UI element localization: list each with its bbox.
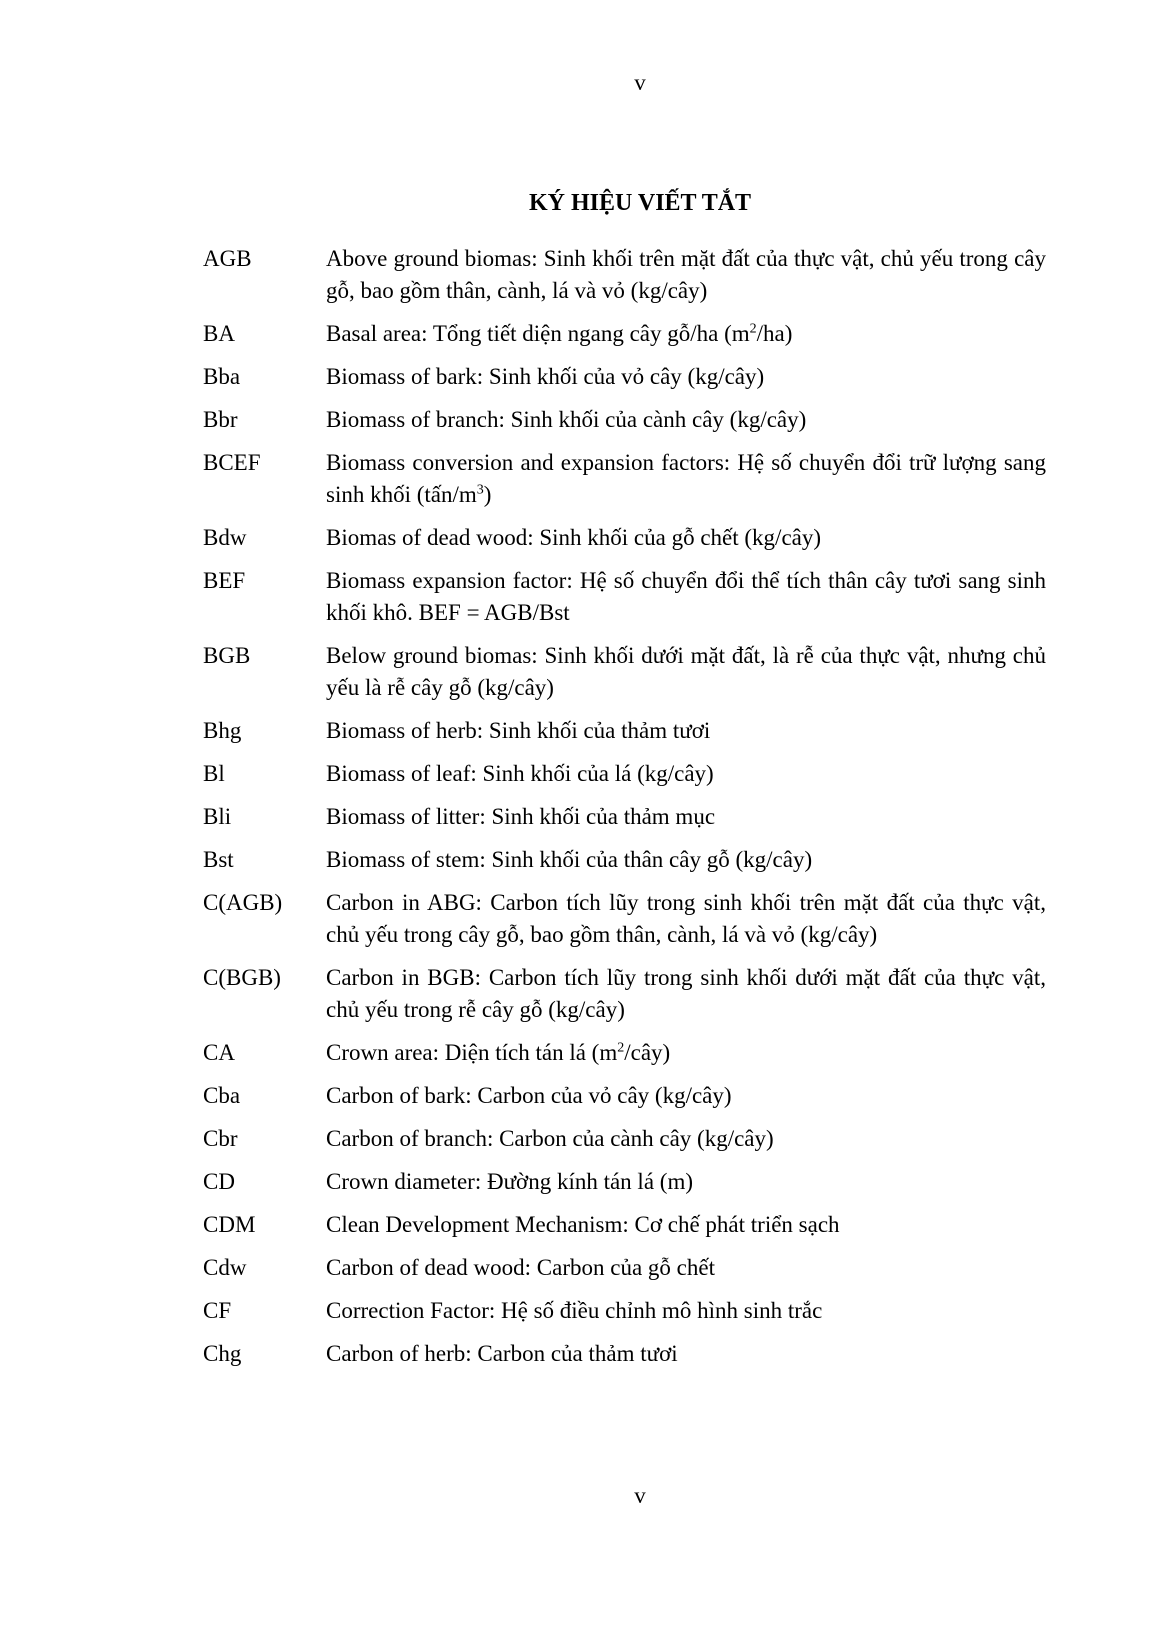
abbreviation-definition: Biomass of litter: Sinh khối của thảm mục [326,804,716,829]
abbreviation-term: CD [203,1169,235,1194]
abbreviation-row [203,801,1046,833]
abbreviation-definition: Correction Factor: Hệ số điều chỉnh mô hình sinh trắc [326,1298,823,1323]
abbreviation-term: Cdw [203,1255,247,1280]
abbreviation-term: BEF [203,568,246,593]
definition-text: Crown area: Diện tích tán lá (m [326,1040,618,1065]
definition-text: Basal area: Tổng tiết diện ngang cây gỗ/ha (m [326,321,750,346]
abbreviation-term: Bba [203,364,241,389]
abbreviation-term: Cbr [203,1126,238,1151]
abbreviation-term: BGB [203,643,251,668]
abbreviation-row [203,243,1046,307]
definition-text: /ha) [756,321,793,346]
abbreviation-term: C(BGB) [203,965,281,990]
abbreviation-definition: Below ground biomas: Sinh khối dưới mặt đất, là rễ của thực vật, nhưng chủ yếu là rễ cây gỗ (kg/cây) [326,643,1046,700]
abbreviation-term: CDM [203,1212,256,1237]
abbreviation-definition: Carbon in BGB: Carbon tích lũy trong sinh khối dưới mặt đất của thực vật, chủ yếu trong rễ cây gỗ (kg/cây) [326,965,1046,1022]
abbreviation-row [203,1209,1046,1241]
page-number-bottom: v [634,1483,646,1508]
page-number-top: v [634,70,646,95]
abbreviation-row [203,1080,1046,1112]
superscript: 2 [749,321,757,337]
abbreviation-row [203,318,1046,350]
abbreviation-definition: Carbon of branch: Carbon của cành cây (kg/cây) [326,1126,774,1151]
abbreviation-row [203,361,1046,393]
abbreviation-term: AGB [203,246,252,271]
abbreviation-term: BA [203,321,235,346]
abbreviation-term: Bhg [203,718,242,743]
abbreviation-definition: Carbon in ABG: Carbon tích lũy trong sinh khối trên mặt đất của thực vật, chủ yếu trong cây gỗ, bao gồm thân, cành, lá và vỏ (kg/cây) [326,890,1046,947]
abbreviation-term: Bst [203,847,234,872]
abbreviation-definition [326,1037,1046,1069]
abbreviation-row [203,640,1046,704]
abbreviation-term: C(AGB) [203,890,283,915]
abbreviation-term: BCEF [203,450,261,475]
abbreviation-definition: Biomass of branch: Sinh khối của cành cây (kg/cây) [326,407,807,432]
abbreviation-term: CF [203,1298,232,1323]
abbreviation-definition [326,447,1046,511]
abbreviation-definition: Clean Development Mechanism: Cơ chế phát triển sạch [326,1212,840,1237]
abbreviation-row [203,758,1046,790]
abbreviation-term: Chg [203,1341,242,1366]
abbreviation-row [203,404,1046,436]
abbreviation-row [203,1338,1046,1370]
abbreviation-definition [326,318,1046,350]
abbreviation-row [203,1037,1046,1069]
abbreviation-term: Bli [203,804,232,829]
abbreviation-term: Bdw [203,525,247,550]
abbreviation-definition: Carbon of bark: Carbon của vỏ cây (kg/cây) [326,1083,732,1108]
abbreviation-definition: Above ground biomas: Sinh khối trên mặt đất của thực vật, chủ yếu trong cây gỗ, bao gồm thân, cành, lá và vỏ (kg/cây) [326,246,1046,303]
abbreviation-term: Cba [203,1083,241,1108]
abbreviation-definition: Biomass of herb: Sinh khối của thảm tươi [326,718,711,743]
page-title: KÝ HIỆU VIẾT TẮT [528,190,752,216]
abbreviation-row [203,1252,1046,1284]
abbreviation-definition: Biomass of leaf: Sinh khối của lá (kg/cây) [326,761,714,786]
superscript: 2 [617,1040,625,1056]
superscript: 3 [476,482,484,498]
abbreviation-row [203,1295,1046,1327]
abbreviation-row [203,715,1046,747]
abbreviation-list [203,243,1046,1381]
abbreviation-row [203,844,1046,876]
abbreviation-row [203,522,1046,554]
abbreviation-definition: Crown diameter: Đường kính tán lá (m) [326,1169,693,1194]
abbreviation-row [203,1123,1046,1155]
abbreviation-term: Bl [203,761,225,786]
abbreviation-row [203,447,1046,511]
abbreviation-row [203,887,1046,951]
abbreviation-definition: Biomass of bark: Sinh khối của vỏ cây (kg/cây) [326,364,765,389]
definition-text: Biomass conversion and expansion factors: Hệ số chuyển đổi trữ lượng sang sinh khối (tấn/m [326,450,1046,507]
abbreviation-definition: Biomass of stem: Sinh khối của thân cây gỗ (kg/cây) [326,847,813,872]
abbreviation-definition: Biomas of dead wood: Sinh khối của gỗ chết (kg/cây) [326,525,822,550]
definition-text: ) [483,482,492,507]
abbreviation-row [203,962,1046,1026]
abbreviation-definition: Carbon of herb: Carbon của thảm tươi [326,1341,678,1366]
abbreviation-row [203,565,1046,629]
abbreviation-term: CA [203,1040,235,1065]
abbreviation-term: Bbr [203,407,238,432]
definition-text: /cây) [624,1040,671,1065]
abbreviation-definition: Carbon of dead wood: Carbon của gỗ chết [326,1255,715,1280]
abbreviation-row [203,1166,1046,1198]
abbreviation-definition: Biomass expansion factor: Hệ số chuyển đổi thể tích thân cây tươi sang sinh khối khô. BEF = AGB/Bst [326,568,1046,625]
